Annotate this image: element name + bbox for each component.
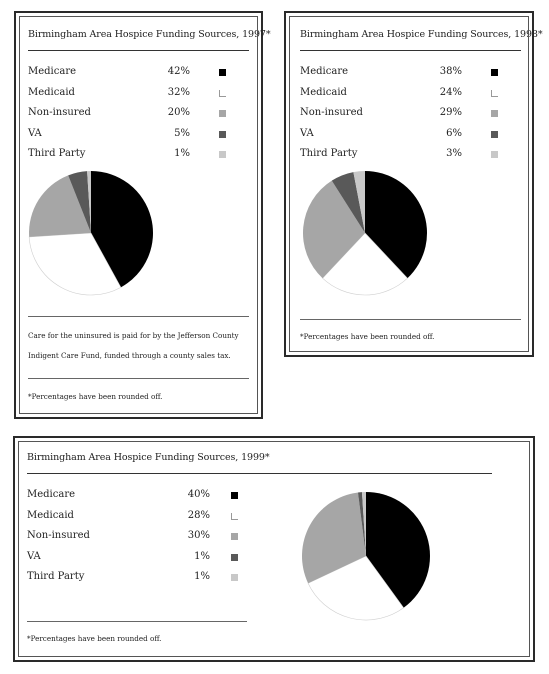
legend-value: 42% xyxy=(167,66,190,77)
legend-value: 32% xyxy=(167,86,190,98)
legend-value: 40% xyxy=(187,489,210,500)
note-rule xyxy=(27,621,247,622)
legend-row xyxy=(27,530,257,544)
legend-value: 3% xyxy=(446,148,462,159)
legend-label: Non-insured xyxy=(27,530,90,541)
chart-panel-1998 xyxy=(284,11,543,357)
legend-value: 24% xyxy=(439,86,462,98)
legend-value: 1% xyxy=(194,571,210,582)
legend-swatch xyxy=(219,131,226,138)
legend-label: Medicaid xyxy=(27,509,74,521)
legend-swatch xyxy=(219,90,226,97)
legend-swatch xyxy=(231,554,238,561)
legend-row xyxy=(300,66,521,80)
footnote-rounding: *Percentages have been rounded off. xyxy=(28,392,163,401)
legend-label: Third Party xyxy=(27,571,85,582)
legend-label: Medicare xyxy=(28,66,77,77)
footnote-rounding: *Percentages have been rounded off. xyxy=(300,332,435,341)
legend xyxy=(300,66,521,166)
title-rule xyxy=(27,473,492,474)
legend-row xyxy=(27,489,257,503)
legend-label: Medicaid xyxy=(300,86,347,98)
pie-chart xyxy=(303,493,433,623)
pie-chart xyxy=(302,171,432,301)
chart-panel-1999 xyxy=(13,436,535,662)
legend xyxy=(28,66,249,166)
legend-value: 6% xyxy=(446,127,462,139)
legend-label: Non-insured xyxy=(300,107,363,118)
legend-value: 28% xyxy=(187,509,210,521)
legend-row xyxy=(27,510,257,524)
legend-row xyxy=(28,128,249,142)
footnote-line-1: Care for the uninsured is paid for by the Jefferson County xyxy=(28,331,239,340)
title-rule xyxy=(28,50,249,51)
legend-swatch xyxy=(219,69,226,76)
legend-row xyxy=(28,107,249,121)
note-rule-top xyxy=(28,316,249,317)
legend-row xyxy=(27,571,257,585)
legend-row xyxy=(300,107,521,121)
legend-value: 30% xyxy=(187,530,210,541)
legend-row xyxy=(300,87,521,101)
legend-swatch xyxy=(491,90,498,97)
legend-swatch xyxy=(491,110,498,117)
chart-title: Birmingham Area Hospice Funding Sources, 1997* xyxy=(28,29,271,40)
legend-swatch xyxy=(491,151,498,158)
legend-swatch xyxy=(491,69,498,76)
legend-label: Medicare xyxy=(300,66,349,77)
legend-value: 20% xyxy=(167,107,190,118)
footnote-rounding: *Percentages have been rounded off. xyxy=(27,634,162,643)
legend-label: VA xyxy=(27,550,41,562)
legend-row xyxy=(27,551,257,565)
legend-label: Non-insured xyxy=(28,107,91,118)
legend-label: VA xyxy=(28,127,42,139)
legend-row xyxy=(300,148,521,162)
legend-value: 29% xyxy=(439,107,462,118)
legend-label: Medicare xyxy=(27,489,76,500)
chart-panel-1997 xyxy=(14,11,271,419)
legend-value: 1% xyxy=(174,148,190,159)
note-rule-bottom xyxy=(28,378,249,379)
legend-swatch xyxy=(219,151,226,158)
legend-row xyxy=(28,66,249,80)
legend-row xyxy=(28,148,249,162)
legend-label: Third Party xyxy=(300,148,358,159)
legend-label: VA xyxy=(300,127,314,139)
legend-swatch xyxy=(231,492,238,499)
legend-swatch xyxy=(231,533,238,540)
pie-chart xyxy=(28,173,158,303)
legend-swatch xyxy=(231,574,238,581)
legend xyxy=(27,489,257,589)
title-rule xyxy=(300,50,521,51)
legend-swatch xyxy=(219,110,226,117)
legend-value: 38% xyxy=(439,66,462,77)
legend-row xyxy=(300,128,521,142)
legend-swatch xyxy=(491,131,498,138)
legend-value: 5% xyxy=(174,127,190,139)
legend-label: Medicaid xyxy=(28,86,75,98)
footnote-line-2: Indigent Care Fund, funded through a county sales tax. xyxy=(28,351,231,360)
chart-title: Birmingham Area Hospice Funding Sources, 1998* xyxy=(300,29,543,40)
legend-row xyxy=(28,87,249,101)
legend-label: Third Party xyxy=(28,148,86,159)
chart-title: Birmingham Area Hospice Funding Sources, 1999* xyxy=(27,452,270,463)
legend-swatch xyxy=(231,513,238,520)
note-rule xyxy=(300,319,521,320)
legend-value: 1% xyxy=(194,550,210,562)
